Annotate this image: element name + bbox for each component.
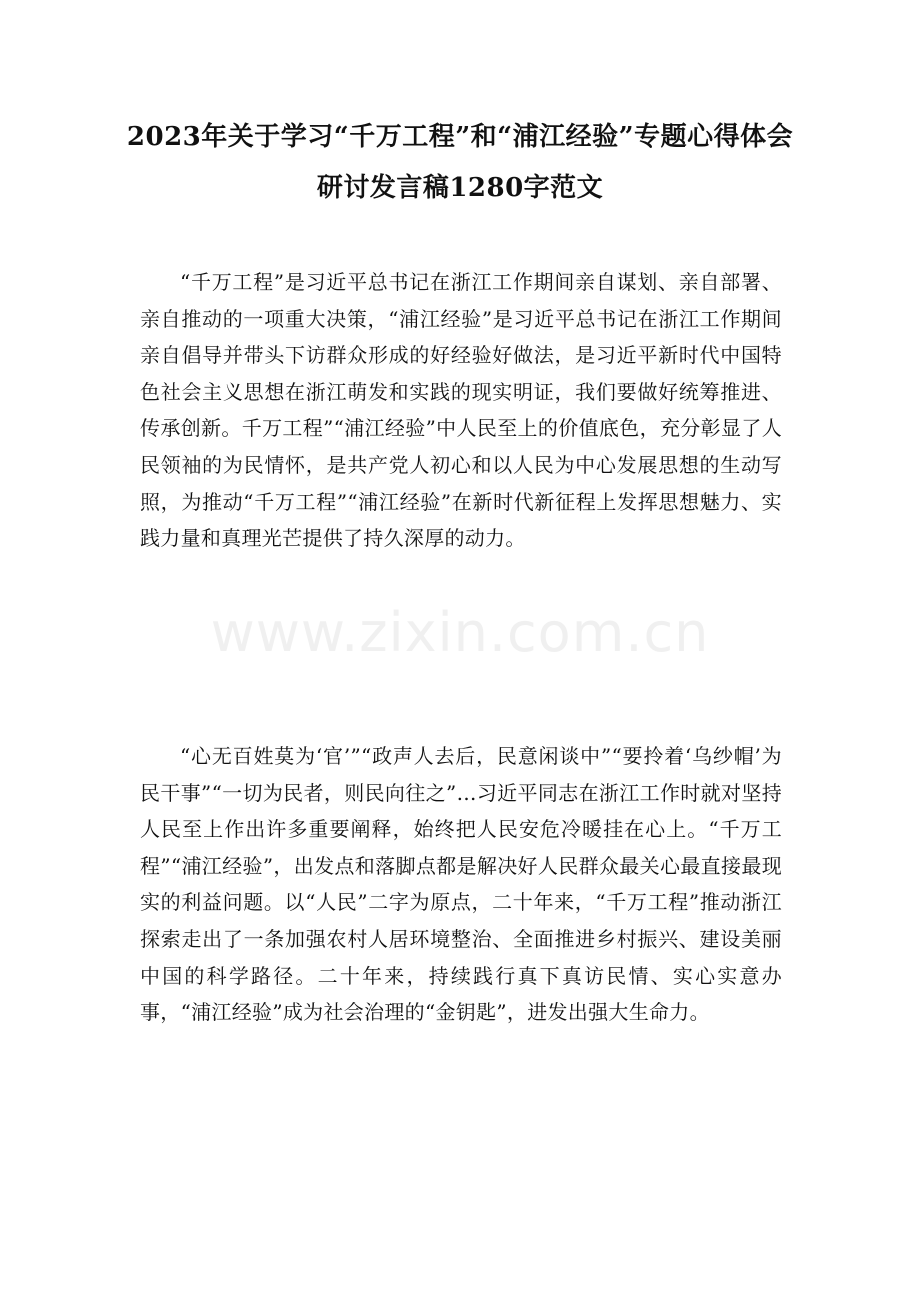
document-title: 2023年关于学习“千万工程”和“浦江经验”专题心得体会研讨发言稿1280字范文 (126, 122, 794, 203)
watermark: www.zixin.com.cn (210, 601, 710, 664)
paragraph-2: “心无百姓莫为‘官’”“政声人去后，民意闲谈中”“要拎着‘乌纱帽’为民干事”“一切为民者，则民向往之”…习近平同志在浙江工作时就对坚持人民至上作出许多重要阐释，始终把人民安危冷暖挂在心上。“千万工程”“浦江经验”，出发点和落脚点都是解决好人民群众最关心最直接最现实的利益问题。以“人民”二字为原点，二十年来，“千万工程”推动浙江探索走出了一条加强农村人居环境整治、全面推进乡村振兴、建设美丽中国的科学路径。二十年来，持续践行真下真访民情、实心实意办事，“浦江经验”成为社会治理的“金钥匙”，进发出强大生命力。 (140, 744, 782, 1025)
paragraph-1: “千万工程”是习近平总书记在浙江工作期间亲自谋划、亲自部署、亲自推动的一项重大决策，“浦江经验”是习近平总书记在浙江工作期间亲自倡导并带头下访群众形成的好经验好做法，是习近平新时代中国特色社会主义思想在浙江萌发和实践的现实明证，我们要做好统筹推进、传承创新。千万工程”“浦江经验”中人民至上的价值底色，充分彰显了人民领袖的为民情怀，是共产党人初心和以人民为中心发展思想的生动写照，为推动“千万工程”“浦江经验”在新时代新征程上发挥思想魅力、实践力量和真理光芒提供了持久深厚的动力。 (140, 270, 782, 551)
